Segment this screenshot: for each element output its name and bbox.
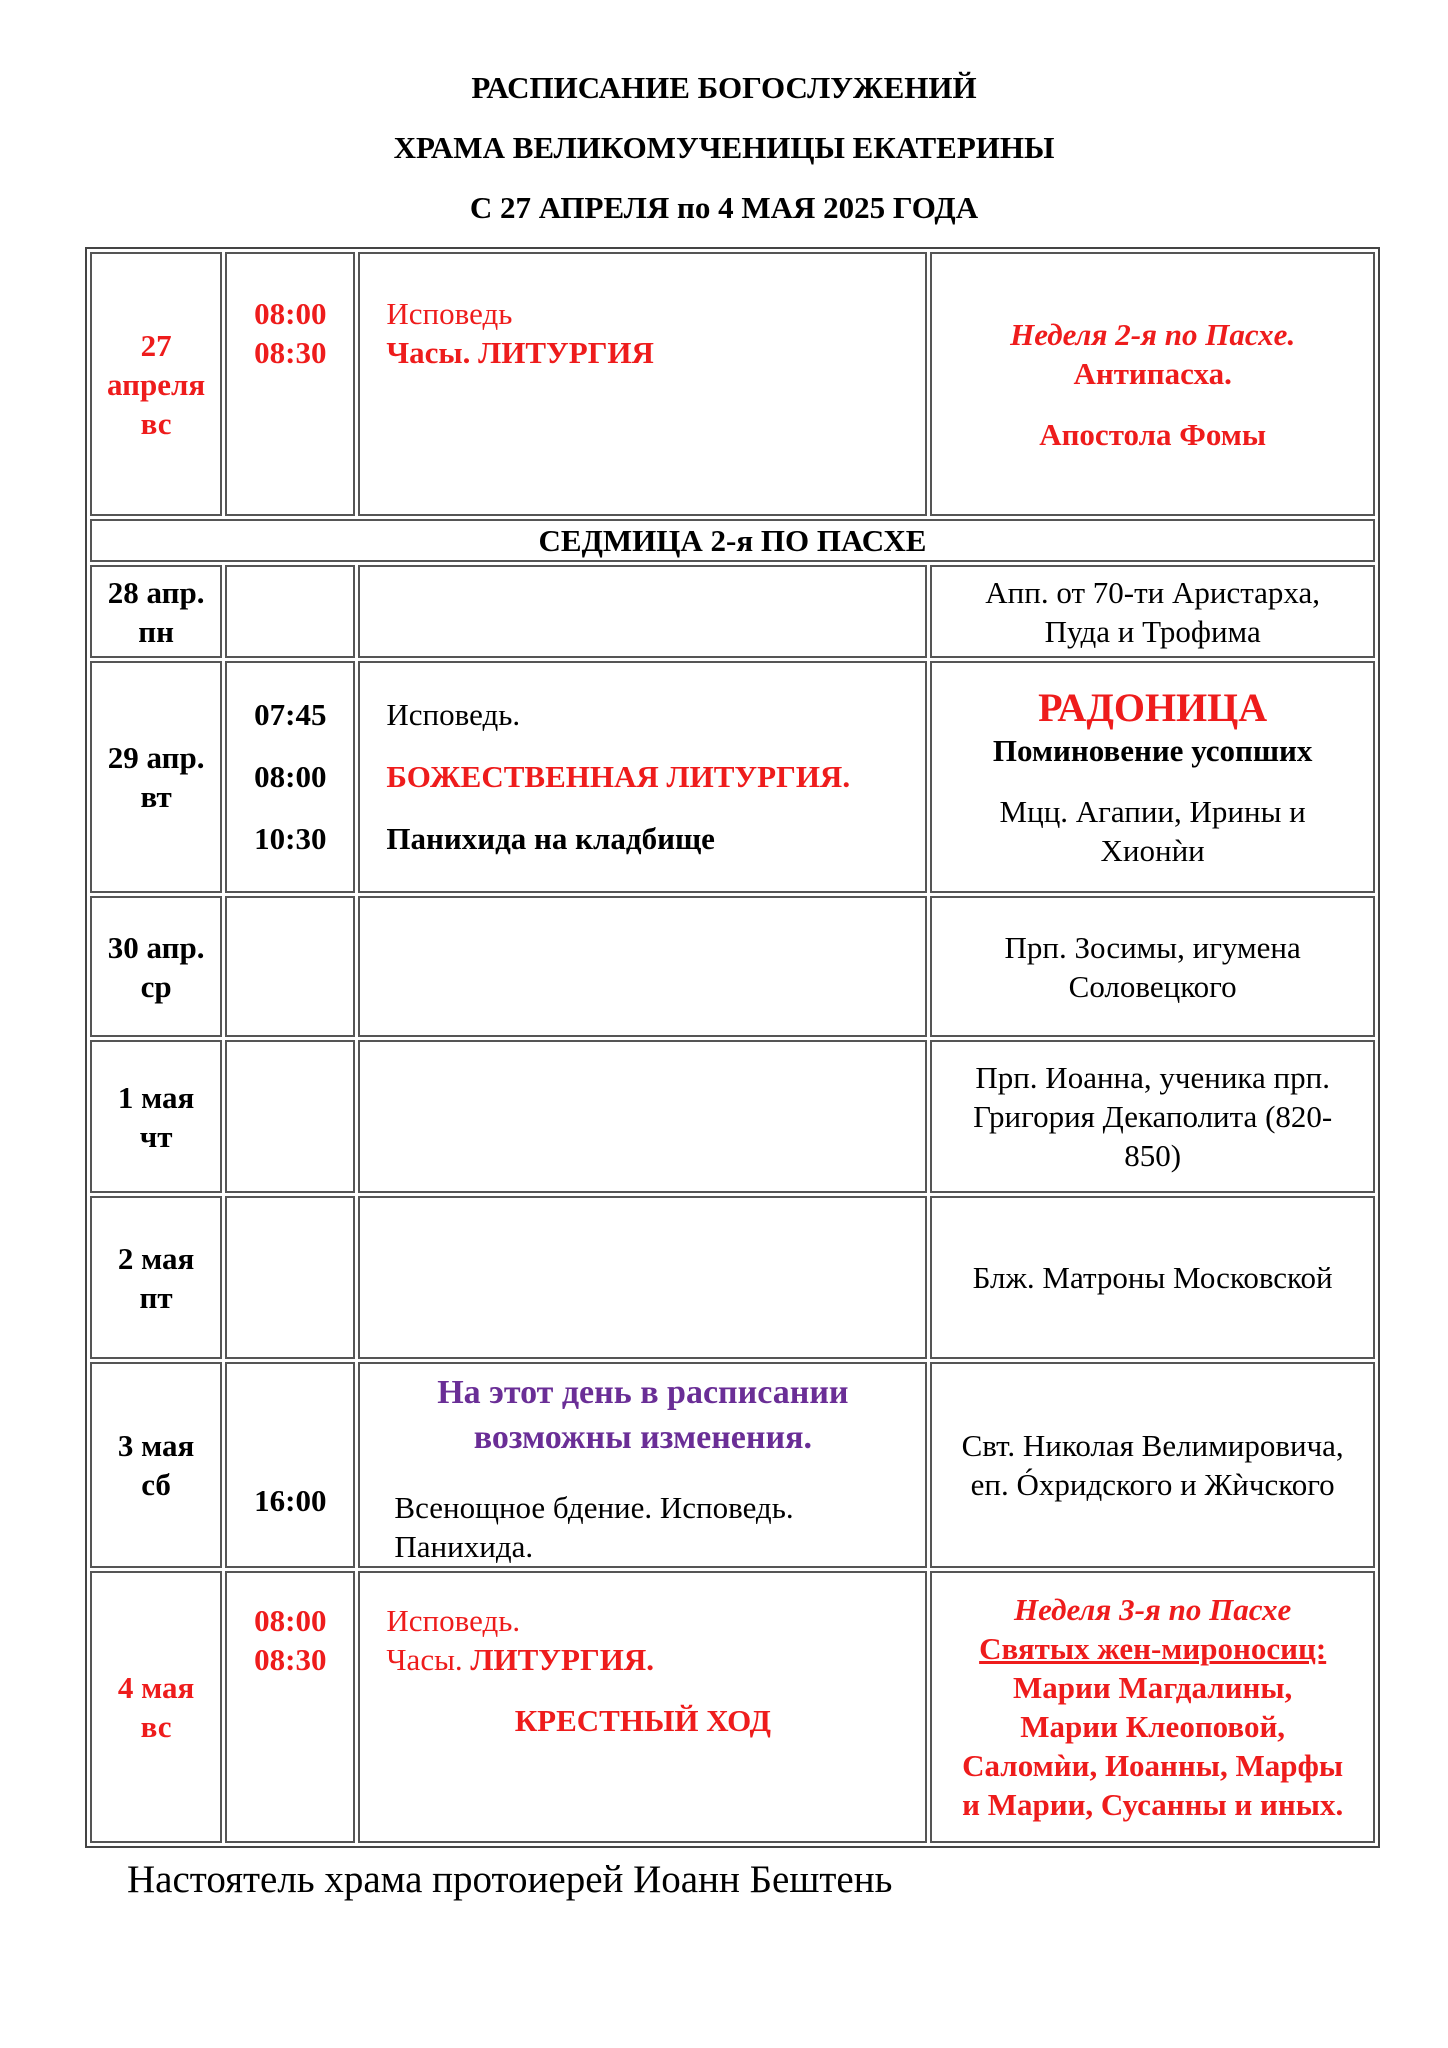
- feast-line: еп. Óхридского и Жѝчского: [970, 1467, 1335, 1502]
- time-cell: [225, 1040, 355, 1193]
- procession: КРЕСТНЫЙ ХОД: [514, 1703, 771, 1738]
- schedule-table: [85, 247, 1380, 1848]
- table-row: [90, 519, 1375, 562]
- weekday: сб: [141, 1467, 171, 1502]
- date: 1 мая: [117, 1079, 195, 1115]
- time-cell: [225, 661, 355, 893]
- feast-subtitle: Поминовение усопших: [992, 732, 1313, 768]
- time-cell: [225, 1362, 355, 1568]
- time: 08:30: [254, 335, 327, 370]
- feast-cell: [930, 1571, 1375, 1843]
- service-cell: [358, 1571, 927, 1843]
- time: 16:00: [254, 1483, 327, 1518]
- service-cell: [358, 1040, 927, 1193]
- feast-line: Пуда и Трофима: [1044, 613, 1261, 649]
- feast-cell: [930, 1362, 1375, 1568]
- time: 08:00: [254, 759, 327, 794]
- feast-line: Мцц. Агапии, Ирины и: [999, 793, 1306, 829]
- feast-cell: [930, 252, 1375, 516]
- church-name: ХРАМА ВЕЛИКОМУЧЕНИЦЫ ЕКАТЕРИНЫ: [393, 130, 1055, 165]
- weekday: вт: [140, 779, 172, 814]
- time: 08:30: [254, 1642, 327, 1677]
- service-cell: [358, 1196, 927, 1359]
- date-cell: [90, 252, 222, 516]
- service: Исповедь.: [386, 697, 521, 732]
- service: Панихида на кладбище: [386, 821, 715, 856]
- feast-line: Свт. Николая Велимировича,: [961, 1428, 1344, 1463]
- date: 28 апр.: [107, 574, 205, 610]
- day-number: 27: [140, 327, 172, 363]
- table-row: [90, 1040, 1375, 1193]
- feast-title: РАДОНИЦА: [1038, 684, 1268, 730]
- weekday: пт: [139, 1279, 173, 1315]
- feast-line: Антипасха.: [1073, 355, 1232, 391]
- schedule-title: РАСПИСАНИЕ БОГОСЛУЖЕНИЙ: [471, 70, 977, 105]
- service: Исповедь: [386, 296, 513, 331]
- weekday: ср: [140, 968, 172, 1004]
- service-line: Часы. ЛИТУРГИЯ.: [386, 1642, 654, 1677]
- time: 10:30: [254, 821, 327, 856]
- feast-line: Апп. от 70-ти Аристарха,: [985, 574, 1320, 610]
- date: 29 апр.: [107, 740, 205, 775]
- service: Исповедь.: [386, 1603, 521, 1638]
- table-row: [90, 252, 1375, 516]
- weekday: вс: [140, 1709, 172, 1744]
- time: 08:00: [254, 296, 327, 331]
- date: 30 апр.: [107, 929, 205, 965]
- feast-line: Марии Клеоповой,: [1020, 1709, 1286, 1744]
- date-cell: [90, 1040, 222, 1193]
- weekday: пн: [138, 613, 174, 649]
- time-cell: [225, 252, 355, 516]
- weekday: чт: [139, 1118, 173, 1154]
- services: [360, 1488, 925, 1566]
- feast-line: и Марии, Сусанны и иных.: [962, 1787, 1344, 1822]
- feast-line: Хионѝи: [1100, 832, 1205, 868]
- feast-line: Неделя 2-я по Пасхе.: [1010, 316, 1296, 352]
- feast-line: Прп. Зосимы, игумена: [1004, 929, 1301, 965]
- weekday: вс: [140, 405, 172, 441]
- feast-line: 850): [1124, 1138, 1182, 1173]
- service: БОЖЕСТВЕННАЯ ЛИТУРГИЯ.: [386, 759, 851, 794]
- date: 2 мая: [117, 1240, 195, 1276]
- feast-cell: [930, 1196, 1375, 1359]
- date-cell: [90, 1196, 222, 1359]
- date-cell: [90, 896, 222, 1037]
- feast-line: Неделя 3-я по Пасхе: [1013, 1592, 1292, 1627]
- feast-cell: [930, 1040, 1375, 1193]
- rector-signature-line: Настоятель храма протоиерей Иоанн Бештень: [127, 1858, 893, 1901]
- date: 3 мая: [117, 1428, 195, 1463]
- feast-line: Марии Магдалины,: [1013, 1670, 1293, 1705]
- feast-cell: [930, 565, 1375, 658]
- time-cell: [225, 1571, 355, 1843]
- feast-cell: [930, 896, 1375, 1037]
- feast-line: Прп. Иоанна, ученика прп.: [975, 1060, 1330, 1095]
- date-cell: [90, 1362, 222, 1568]
- feast-cell: [930, 661, 1375, 893]
- date-range: С 27 АПРЕЛЯ по 4 МАЯ 2025 ГОДА: [469, 190, 979, 225]
- service-cell: [358, 661, 927, 893]
- time-cell: [225, 896, 355, 1037]
- service-cell: [358, 252, 927, 516]
- time: 08:00: [254, 1603, 327, 1638]
- table-row: [90, 896, 1375, 1037]
- table-row: [90, 1196, 1375, 1359]
- date-cell: [90, 565, 222, 658]
- schedule-change-notice: На этот день в расписании возможны изменения.: [437, 1374, 849, 1456]
- service-cell: [358, 896, 927, 1037]
- service: Часы. ЛИТУРГИЯ: [386, 335, 654, 370]
- date-cell: [90, 1571, 222, 1843]
- table-row: [90, 565, 1375, 658]
- feast-line: Блж. Матроны Московской: [972, 1260, 1333, 1295]
- feast-line: Соловецкого: [1068, 968, 1237, 1004]
- table-row: [90, 1571, 1375, 1843]
- service: Панихида.: [394, 1529, 534, 1564]
- date-cell: [90, 661, 222, 893]
- month: апреля: [107, 366, 206, 402]
- time-cell: [225, 565, 355, 658]
- table-row: [90, 1362, 1375, 1568]
- feast-line: Саломѝи, Иоанны, Марфы: [962, 1748, 1344, 1783]
- feast-line: Григория Декаполита (820-: [973, 1099, 1333, 1134]
- service-cell: [358, 1362, 927, 1568]
- service: Всенощное бдение. Исповедь.: [394, 1490, 794, 1525]
- service-cell: [358, 565, 927, 658]
- time-cell: [225, 1196, 355, 1359]
- time: 07:45: [254, 697, 327, 732]
- feast-line: Апостола Фомы: [1039, 416, 1267, 452]
- table-row: [90, 661, 1375, 893]
- week-title: СЕДМИЦА 2-я ПО ПАСХЕ: [90, 519, 1375, 562]
- feast-line: Святых жен-мироносиц:: [979, 1631, 1327, 1666]
- date: 4 мая: [117, 1670, 195, 1705]
